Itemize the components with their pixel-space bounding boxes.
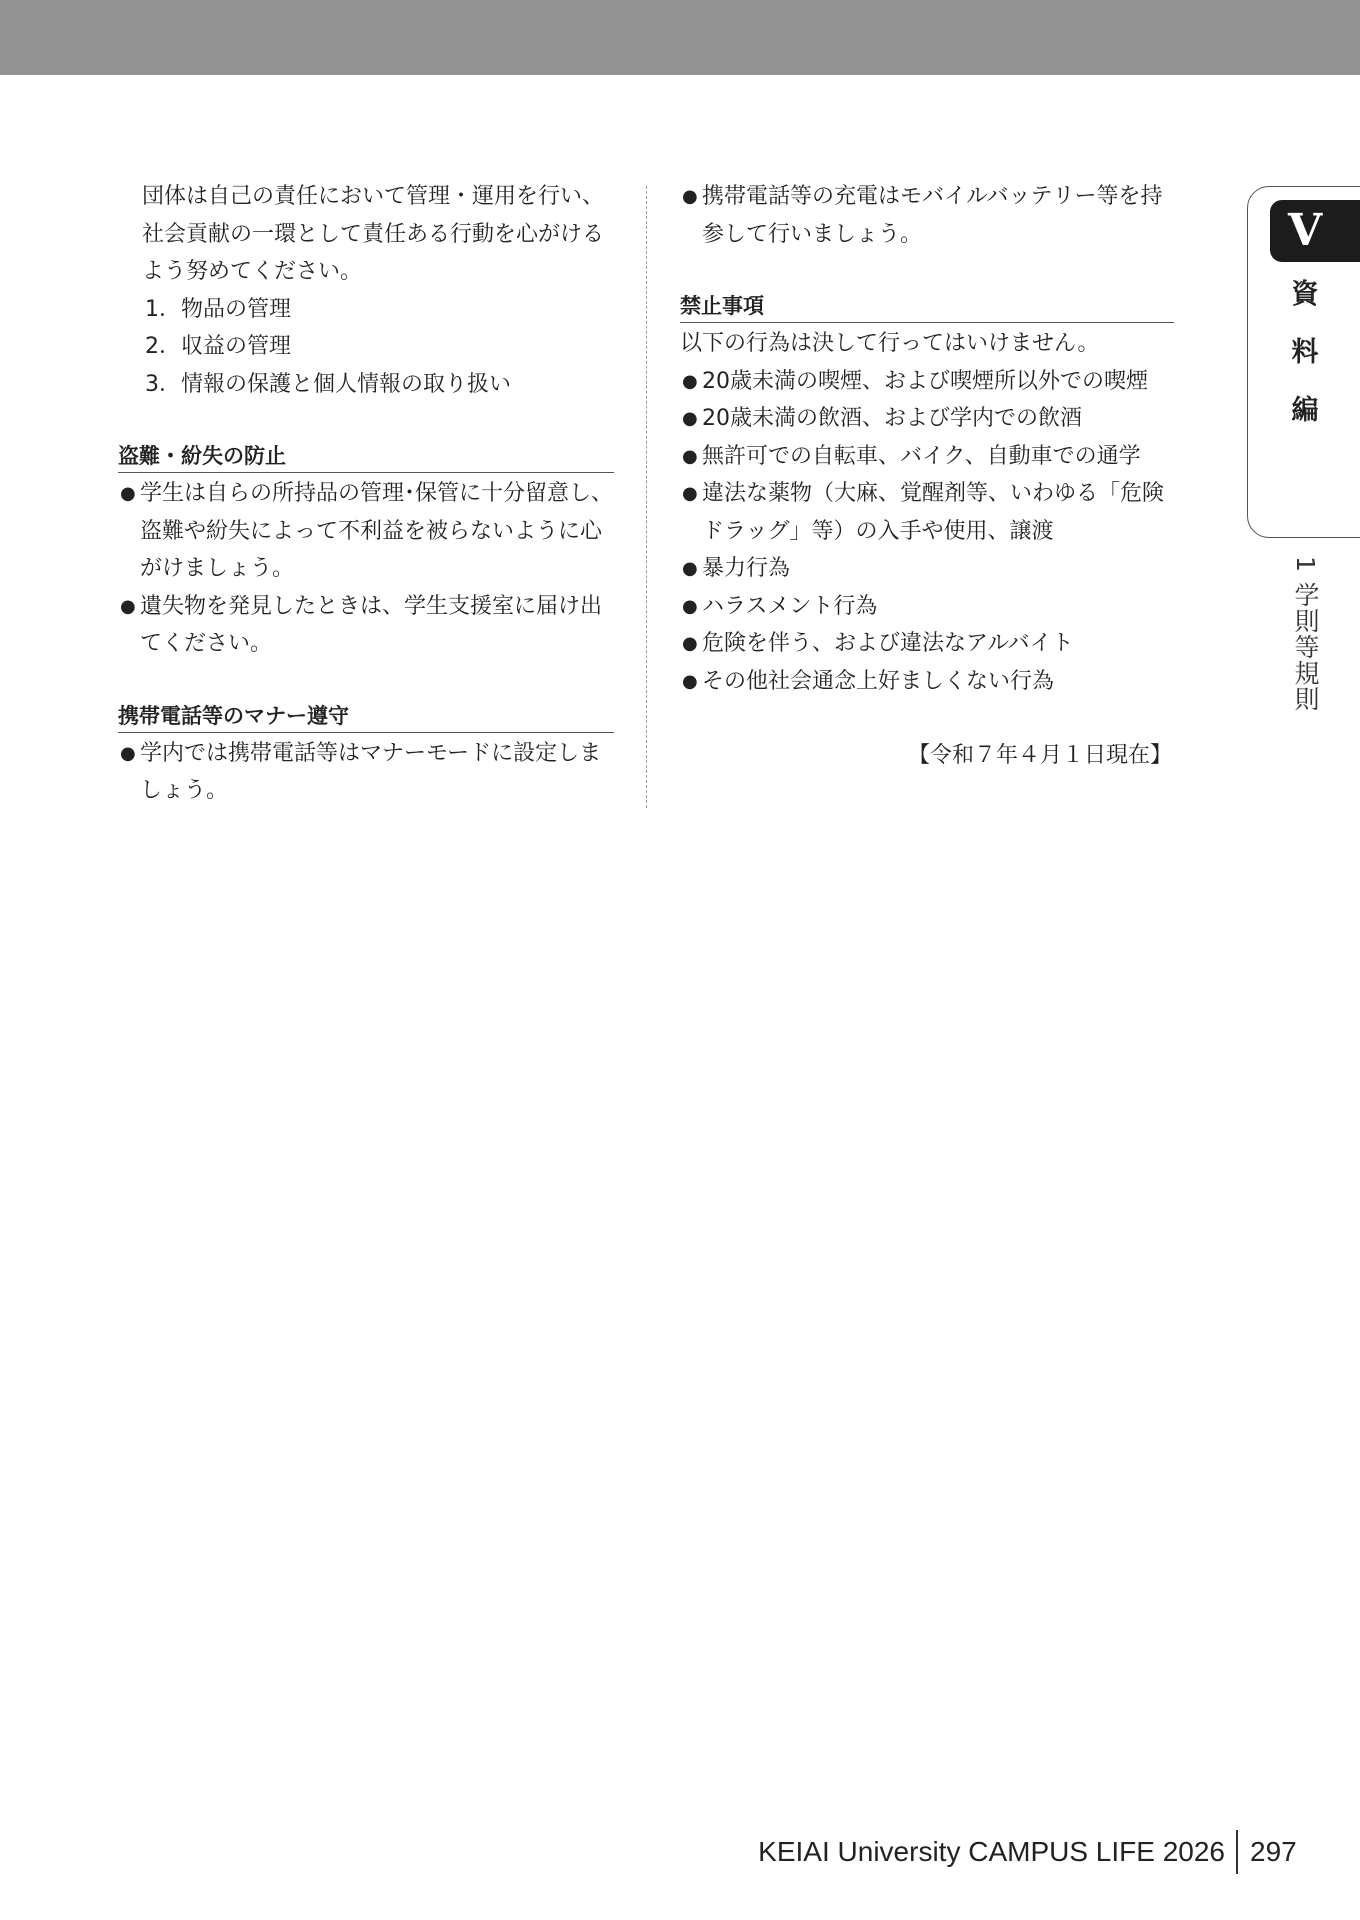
list-item-line: 違法な薬物（大麻、覚醒剤等、いわゆる「危険 [702, 481, 1165, 506]
bullet-icon: ● [682, 595, 698, 617]
bullet-icon: ● [682, 445, 698, 467]
intro-line: 団体は自己の責任において管理・運用を行い、 [142, 184, 605, 209]
column-divider [646, 186, 647, 808]
bullet-icon: ● [120, 595, 136, 617]
chapter-label: V [1270, 200, 1360, 262]
bullet-icon: ● [682, 408, 698, 429]
list-item [680, 663, 1174, 701]
list-item-line: 危険を伴う、および違法なアルバイト [702, 631, 1074, 656]
list-item-line: その他社会通念上好ましくない行為 [702, 668, 1055, 694]
list-item-line: がけましょう。 [140, 556, 295, 581]
bullet-icon: ● [682, 186, 698, 207]
intro-paragraph [118, 178, 614, 291]
list-item-line: 遺失物を発見したときは、学生支援室に届け出 [140, 593, 603, 619]
list-item [680, 588, 1174, 626]
list-item [680, 550, 1174, 588]
intro-line: 社会貢献の一環として責任ある行動を心がける [142, 221, 605, 247]
bullet-icon: ● [120, 483, 136, 504]
bullet-icon: ● [682, 370, 698, 392]
numbered-item: 1．物品の管理 [145, 296, 291, 322]
list-item-line: 学生は自らの所持品の管理･保管に十分留意し、 [140, 481, 614, 506]
bullet-icon: ● [682, 670, 698, 692]
list-item [680, 363, 1174, 401]
numbered-item: 3．情報の保護と個人情報の取り扱い [145, 371, 511, 397]
section-heading-theft: 盗難・紛失の防止 [118, 440, 614, 473]
effective-date: 【令和７年４月１日現在】 [907, 743, 1172, 768]
numbered-item: 2．収益の管理 [145, 334, 291, 359]
bullet-icon: ● [120, 742, 136, 764]
left-column [118, 178, 614, 810]
subsection-vertical-label: 1 学則等規則 [1291, 556, 1320, 712]
list-item-line: しょう。 [140, 778, 229, 803]
page-number: 297 [1250, 1836, 1297, 1867]
chapter-title-char: 料 [1291, 337, 1319, 368]
chapter-title-char: 資 [1291, 279, 1319, 310]
bullet-icon: ● [682, 633, 698, 654]
bullet-icon: ● [682, 558, 698, 579]
list-item-line: 参して行いましょう。 [702, 221, 923, 247]
footer-title: KEIAI University CAMPUS LIFE 2026 [758, 1836, 1225, 1867]
list-item [680, 178, 1174, 253]
section-heading-prohibited: 禁止事項 [680, 290, 1174, 323]
list-item [118, 475, 614, 588]
list-item-line: 盗難や紛失によって不利益を被らないように心 [140, 518, 603, 544]
list-item-line: 暴力行為 [702, 556, 791, 581]
chapter-title-char: 編 [1291, 395, 1319, 426]
footer-divider [1236, 1830, 1238, 1874]
list-item-line: 20歳未満の喫煙、および喫煙所以外での喫煙 [702, 368, 1148, 394]
list-item-line: てください。 [140, 631, 273, 656]
list-item [680, 400, 1174, 438]
bullet-icon: ● [682, 483, 698, 504]
list-item [680, 438, 1174, 476]
section-heading-phone: 携帯電話等のマナー遵守 [118, 700, 614, 733]
list-item-line: 携帯電話等の充電はモバイルバッテリー等を持 [702, 184, 1163, 209]
top-banner [0, 0, 1360, 75]
list-item [118, 735, 614, 810]
list-item [680, 475, 1174, 550]
list-item [118, 588, 614, 663]
prohibited-intro: 以下の行為は決して行ってはいけません。 [680, 331, 1100, 356]
list-item-line: 学内では携帯電話等はマナーモードに設定しま [140, 740, 602, 766]
list-item-line: 20歳未満の飲酒、および学内での飲酒 [702, 406, 1082, 431]
right-column [680, 178, 1174, 775]
intro-line: よう努めてください。 [142, 259, 363, 284]
list-item-line: 無許可での自転車、バイク、自動車での通学 [702, 443, 1141, 469]
list-item-line: ハラスメント行為 [702, 593, 878, 619]
list-item-line: ドラッグ」等）の入手や使用、譲渡 [702, 518, 1054, 544]
list-item [680, 625, 1174, 663]
